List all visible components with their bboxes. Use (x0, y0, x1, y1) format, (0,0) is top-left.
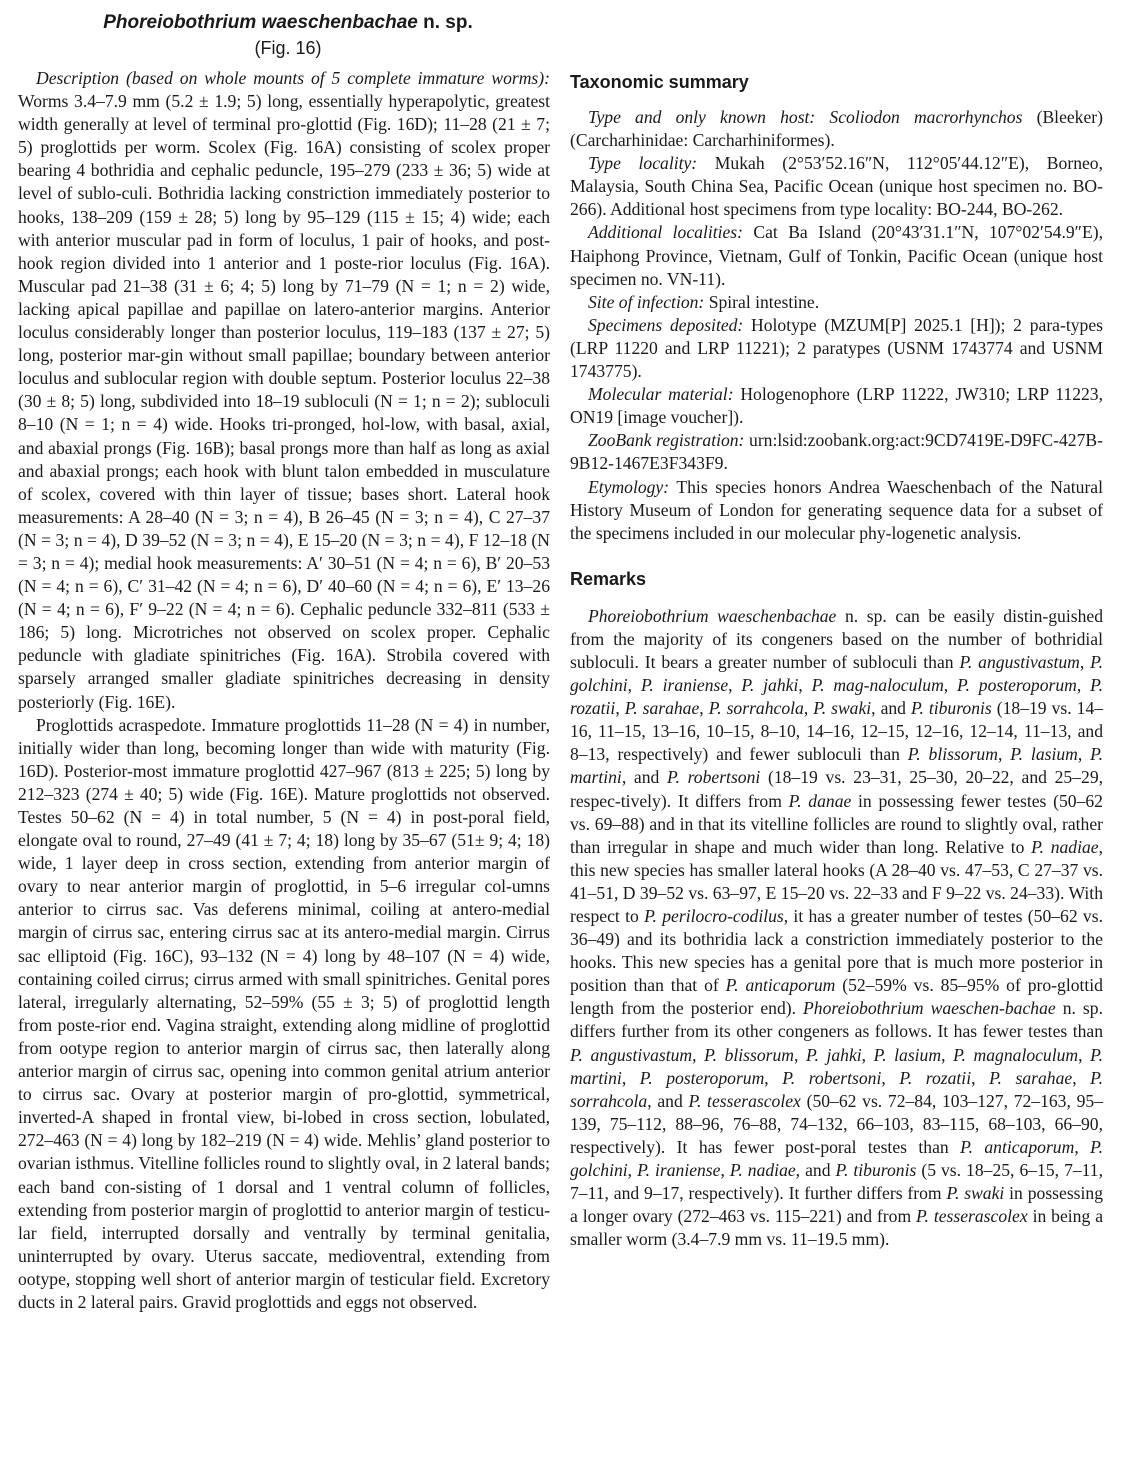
species-title-name: Phoreiobothrium waeschenbachae (103, 12, 418, 33)
paragraph (570, 221, 1103, 290)
italic-text: P. jahki (741, 675, 799, 696)
body-text: , and (647, 1090, 689, 1111)
italic-text: P. iraniense (640, 675, 729, 696)
species-title (18, 10, 558, 36)
body-text: (52–59% vs. 85–95% of pro-glottid length from the posterior end). (570, 975, 1103, 1019)
body-text: , (794, 1044, 807, 1065)
description-section (18, 67, 550, 1314)
body-text: , (1079, 651, 1091, 672)
italic-text: P. lasium (1010, 744, 1078, 765)
body-text: , (699, 698, 709, 719)
body-text: , (1076, 675, 1091, 696)
italic-text: P. jahki (806, 1044, 862, 1065)
body-text: , (861, 1044, 874, 1065)
body-text: , (881, 1067, 900, 1088)
body-text: , (971, 1067, 990, 1088)
italic-text: Additional localities: (588, 222, 744, 243)
left-column (18, 67, 550, 1314)
italic-text: P. tiburonis (835, 1160, 917, 1181)
italic-text: Phoreiobothrium waeschenbachae (588, 605, 837, 626)
body-text: in possessing a longer ovary (272–463 vs. 115–221) and from (570, 1183, 1103, 1227)
body-text: , (943, 675, 958, 696)
body-text: This species honors Andrea Waeschenbach of the Natural History Museum of London for generating sequence data for a subset of the specimens included in our molecular phy-logenetic analysis. (570, 476, 1103, 543)
italic-text: Molecular material: (588, 384, 734, 405)
paragraph (570, 291, 1103, 314)
body-text: Cat Ba Island (20°43′31.1″N, 107°02′54.9″E), Haiphong Province, Vietnam, Gulf of Tonkin, Pacific Ocean (unique host specimen no. VN-11). (570, 222, 1103, 289)
italic-text: P. iraniense (637, 1160, 721, 1181)
italic-text: P. rozatii (570, 675, 1104, 719)
body-text: (50–62 vs. 72–84, 103–127, 72–163, 95–139, 75–112, 88–96, 76–88, 74–132, 66–103, 83–115, 68–103, 66–90, respectively). It has fewer post-poral testes than (570, 1090, 1103, 1157)
body-text: , this new species has smaller lateral hooks (A 28–40 vs. 47–53, C 27–37 vs. 41–51, D 39–52 vs. 63–97, E 15–20 vs. 22–33 and F 9–22 vs. 24–33). With respect to (570, 836, 1103, 926)
paragraph (570, 605, 1103, 1252)
body-text: Holotype (MZUM[P] 2025.1 [H]); 2 para-types (LRP 11220 and LRP 11221); 2 paratypes (USNM 1743774 and USNM 1743775). (570, 314, 1103, 382)
body-text: in being a smaller worm (3.4–7.9 mm vs. 11–19.5 mm). (570, 1206, 1103, 1250)
italic-text: Type locality: (588, 153, 698, 174)
italic-text: P. danae (788, 790, 852, 811)
italic-text: P. lasium (873, 1044, 942, 1065)
title-block (18, 10, 558, 60)
right-column (570, 70, 1103, 1251)
body-text: , (798, 675, 812, 696)
body-text: , (1078, 1044, 1091, 1065)
paragraph (18, 67, 550, 714)
italic-text: P. sorrahcola (708, 698, 804, 719)
italic-text: P. tesserascolex (688, 1090, 801, 1111)
italic-text: P. magnaloculum (953, 1044, 1079, 1065)
body-text: Spiral intestine. (704, 291, 820, 312)
body-text: (18–19 vs. 14–16, 11–15, 13–16, 10–15, 8–10, 14–16, 12–15, 12–16, 12–14, 11–13, and 8–13, respectively) and fewer subloculi than (570, 698, 1104, 765)
italic-text: P. robertsoni (782, 1067, 882, 1088)
italic-text: P. anticaporum (960, 1136, 1075, 1157)
italic-text: P. angustivastum (570, 1044, 693, 1065)
paragraph (18, 714, 550, 1314)
body-text: , (627, 1160, 638, 1181)
italic-text: P. angustivastum (959, 651, 1080, 672)
body-text: , and (871, 698, 911, 719)
italic-text: P. posteroporum (957, 675, 1077, 696)
italic-text: P. swaki (946, 1183, 1005, 1204)
italic-text: ZooBank registration: (588, 430, 745, 451)
italic-text: P. anticaporum (725, 975, 836, 996)
italic-text: P. perilocro-codilus (644, 906, 784, 926)
remarks-heading: Remarks (570, 568, 647, 589)
italic-text: P. golchini (570, 1136, 1104, 1181)
body-text: , (621, 1067, 640, 1088)
body-text: n. sp. differs further from its other congeners as follows. It has fewer testes than (570, 998, 1103, 1042)
italic-text: Type and only known host: Scoliodon macrorhynchos (588, 107, 1023, 127)
italic-text: Site of infection: (588, 291, 705, 312)
body-text: urn:lsid:zoobank.org:act:9CD7419E-D9FC-427B-9B12-1467E3F343F9. (570, 430, 1103, 474)
figure-reference: (Fig. 16) (254, 38, 322, 58)
body-text: , (728, 675, 742, 696)
italic-text: Phoreiobothrium waeschen-bachae (803, 998, 1056, 1019)
body-text: (18–19 vs. 23–31, 25–30, 20–22, and 25–29, respec-tively). It differs from (570, 767, 1104, 811)
italic-text: Description (based on whole mounts of 5 complete immature worms): (36, 68, 550, 88)
italic-text: P. blissorum (704, 1044, 795, 1065)
body-text: , (1072, 1067, 1091, 1088)
body-text: , (803, 698, 814, 719)
italic-text: P. nadiae (729, 1160, 796, 1181)
body-text: , it has a greater number of testes (50–62 vs. 36–49) and its bothridia lack a constriction immediately posterior to the hooks. This new species has a genital pore that is much more posterior in position than that of (570, 906, 1103, 996)
species-title-suffix: n. sp. (417, 12, 473, 33)
body-text: , (1077, 744, 1091, 765)
italic-text: P. martini (570, 744, 1103, 788)
body-text: Mukah (2°53′52.16″N, 112°05′44.12″E), Borneo, Malaysia, South China Sea, Pacific Ocean (unique host specimen no. BO-266). Additional host specimens from type locality: BO-244, BO-262. (570, 153, 1103, 220)
body-text: , and (621, 767, 668, 788)
body-text: , (764, 1067, 783, 1088)
paragraph (570, 106, 1103, 152)
italic-text: P. swaki (813, 698, 872, 719)
paragraph (570, 476, 1103, 545)
italic-text: P. mag-naloculum (811, 675, 944, 696)
remarks-section (570, 605, 1103, 1252)
paragraph (570, 152, 1103, 221)
body-text: in possessing fewer testes (50–62 vs. 69–88) and in that its vitelline follicles are round to slightly oval, rather than irregular in shape and much wider than long. Relative to (570, 790, 1103, 857)
paragraph (570, 429, 1103, 475)
body-text: , (1074, 1136, 1091, 1157)
italic-text: P. blissorum (907, 744, 998, 765)
italic-text: P. robertsoni (667, 767, 761, 788)
body-text: , (615, 698, 625, 719)
body-text: Hologenophore (LRP 11222, JW310; LRP 11223, ON19 [image voucher]). (570, 384, 1103, 428)
taxonomic-summary-section (570, 106, 1103, 545)
italic-text: P. sorrahcola (570, 1067, 1104, 1111)
body-text: n. sp. can be easily distin-guished from the majority of its congeners based on the number of bothridial subloculi. It bears a greater number of subloculi than (570, 605, 1103, 672)
italic-text: P. tesserascolex (916, 1206, 1028, 1227)
body-text: Proglottids acraspedote. Immature proglottids 11–28 (N = 4) in number, initially wider than long, becoming longer than wide with maturity (Fig. 16D). Posterior-most immature proglottid 427–967 (813 ± 225; 5) long by 212–323 (274 ± 40; 5) wide (Fig. 16E). Mature proglottids not observed. Testes 50–62 (N = 4) in total number, 5 (N = 4) in post-poral field, elongate oval to round, 27–49 (41 ± 7; 4; 18) long by 35–67 (51± 9; 4; 18) wide, 1 layer deep in cross section, extending from anterior margin of ovary to near anterior margin of proglottid, in 5–6 irregular col-umns anterior to cirrus sac. Vas deferens minimal, coiling at antero-medial margin of cirrus sac, entering cirrus sac at its antero-medial margin. Cirrus sac elliptoid (Fig. 16C), 93–132 (N = 4) long by 48–107 (N = 4) wide, containing coiled cirrus; cirrus armed with small spinitriches. Genital pores lateral, irregularly alternating, 52–59% (55 ± 3; 5) of proglottid length from poste-rior end. Vagina straight, extending along midline of proglottid from ootype region to anterior margin of cirrus sac, then laterally along anterior margin of cirrus sac, opening into common genital atrium anterior to cirrus sac. Ovary at posterior margin of pro-glottid, symmetrical, inverted-A shaped in frontal view, bi-lobed in cross section, lobulated, 272–463 (N = 4) long by 182–219 (N = 4) wide. Mehlis’ gland posterior to ovarian isthmus. Vitelline follicles round to slightly oval, in 2 lateral bands; each band con-sisting of 1 dorsal and 1 ventral column of follicles, extending from posterior margin of proglottid to anterior margin of testicu-lar field, interrupted dorsally and ventrally by terminal genitalia, uninterrupted by ovary. Uterus saccate, medioventral, extending from ootype, stopping well short of anterior margin of testicular field. Excretory ducts in 2 lateral pairs. Gravid proglottids and eggs not observed. (18, 714, 550, 1312)
taxonomic-summary-heading: Taxonomic summary (570, 72, 749, 92)
italic-text: P. sarahae (624, 698, 700, 719)
body-text: , (692, 1044, 705, 1065)
body-text: , (627, 675, 641, 696)
italic-text: P. martini (570, 1044, 1104, 1088)
paragraph (570, 383, 1103, 429)
italic-text: Specimens deposited: (588, 314, 744, 335)
body-text: , (997, 744, 1011, 765)
italic-text: Etymology: (588, 476, 670, 497)
italic-text: P. nadiae (1031, 836, 1099, 857)
body-text: , (941, 1044, 954, 1065)
paragraph (570, 314, 1103, 383)
body-text: , (720, 1160, 730, 1181)
italic-text: P. rozatii (899, 1067, 972, 1088)
body-text: Worms 3.4–7.9 mm (5.2 ± 1.9; 5) long, essentially hyperapolytic, greatest width generally at level of terminal pro-glottid (Fig. 16D); 11–28 (21 ± 7; 5) proglottids per worm. Scolex (Fig. 16A) consisting of scolex proper bearing 4 bothridia and cephalic peduncle, 195–279 (233 ± 36; 5) wide at level of sublo-culi. Bothridia lacking constriction immediately posterior to hooks, 138–209 (159 ± 28; 5) long by 95–129 (115 ± 15; 4) wide; each with anterior muscular pad in form of loculus, 1 pair of hooks, and post-hook region divided into 1 anterior and 1 poste-rior loculus (Fig. 16A). Muscular pad 21–38 (31 ± 6; 4; 5) long by 71–79 (N = 1; n = 2) wide, lacking apical papillae and papillae on latero-anterior margins. Anterior loculus considerably longer than posterior loculus, 119–183 (137 ± 27; 5) long, posterior mar-gin without small papillae; boundary between anterior loculus and sublocular region with double septum. Posterior loculus 22–38 (30 ± 8; 5) long, subdivided into 18–19 subloculi (N = 1; n = 2); subloculi 8–10 (N = 1; n = 4) wide. Hooks tri-pronged, hol-low, with basal, axial, and abaxial prongs (Fig. 16B); basal prongs more than half as long as axial and abaxial prongs; each hook with blunt talon embedded in musculature of scolex, covered with thin layer of tissue; bases short. Lateral hook measurements: A 28–40 (N = 3; n = 4), B 26–45 (N = 3; n = 4), C 27–37 (N = 3; n = 4), D 39–52 (N = 3; n = 4), E 15–20 (N = 3; n = 4), F 12–18 (N = 3; n = 4); medial hook measurements: A′ 30–51 (N = 4; n = 6), B′ 20–53 (N = 4; n = 6), C′ 31–42 (N = 4; n = 6), D′ 40–60 (N = 4; n = 6), E′ 13–26 (N = 4; n = 6), F′ 9–22 (N = 4; n = 6). Cephalic peduncle 332–811 (533 ± 186; 5) long. Microtriches not observed on scolex proper. Cephalic peduncle with gladiate spinitriches (Fig. 16A). Strobila covered with sparsely arranged smaller gladiate spinitriches decreasing in density posteriorly (Fig. 16E). (18, 91, 550, 712)
italic-text: P. tiburonis (910, 698, 992, 719)
italic-text: P. posteroporum (639, 1067, 765, 1088)
italic-text: P. golchini (570, 651, 1104, 696)
italic-text: P. sarahae (989, 1067, 1073, 1088)
body-text: (5 vs. 18–25, 6–15, 7–11, 7–11, and 9–17, respectively). It further differs from (570, 1160, 1103, 1204)
body-text: (Bleeker) (Carcharhinidae: Carcharhiniformes). (570, 107, 1104, 151)
body-text: , and (795, 1160, 836, 1181)
